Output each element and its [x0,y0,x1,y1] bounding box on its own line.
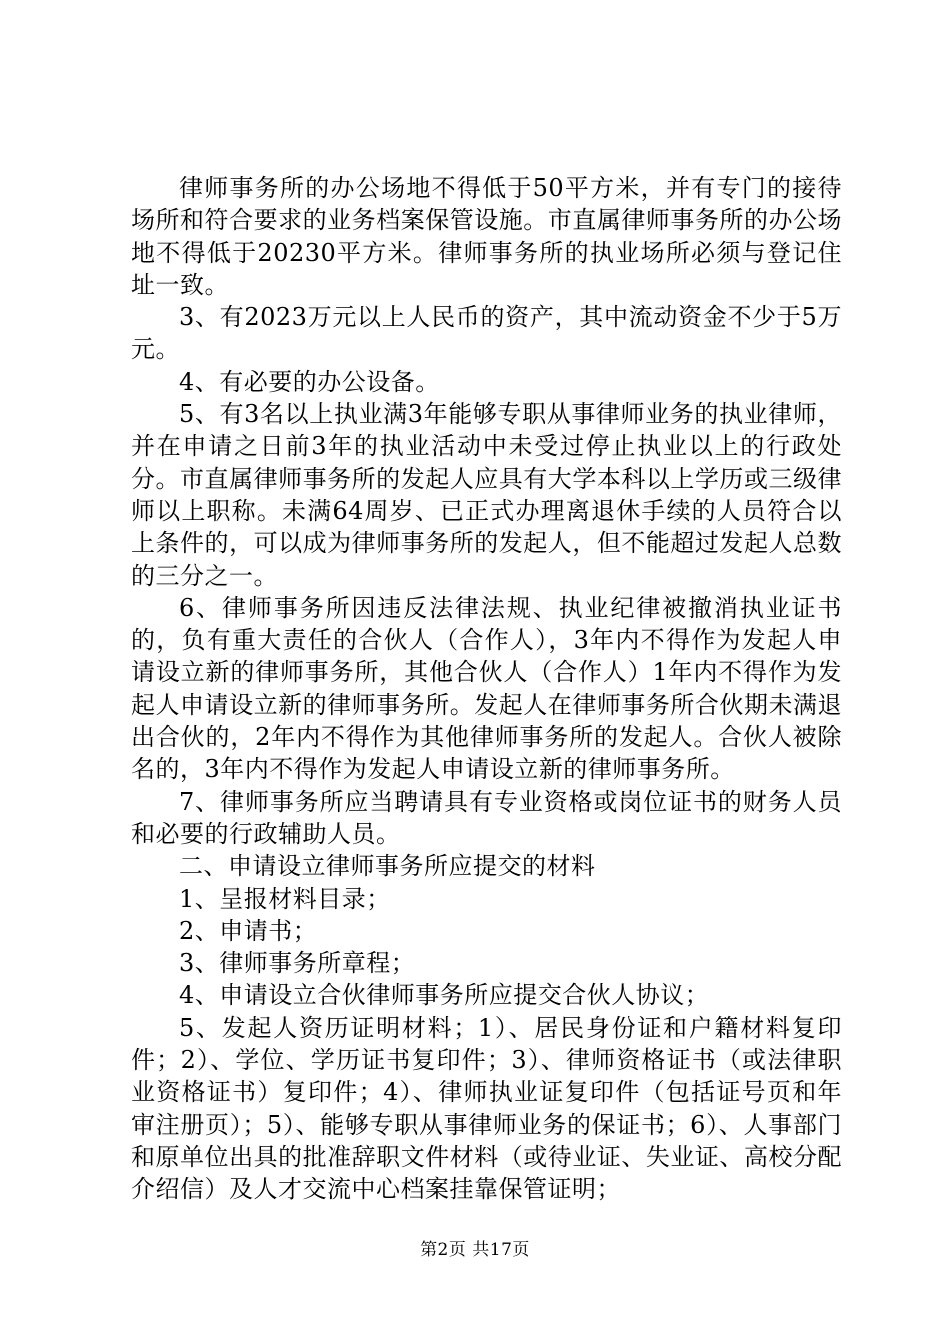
list-item-catalog: 1、呈报材料目录； [179,884,391,913]
document-body [131,172,842,1206]
paragraph-founders: 5、有3名以上执业满3年能够专职从事律师业务的执业律师，并在申请之日前3年的执业活动中未受过停止执业以上的行政处分。市直属律师事务所的发起人应具有大学本科以上学历或三级律师以上职称。未满64周岁、已正式办理离退休手续的人员符合以上条件的，可以成为律师事务所的发起人，但不能超过发起人总数的三分之一。 [131,400,842,590]
list-item-application: 2、申请书； [179,916,318,945]
list-item-qualification-materials: 5、发起人资历证明材料；1）、居民身份证和户籍材料复印件；2）、学位、学历证书复印件；3）、律师资格证书（或法律职业资格证书）复印件；4）、律师执业证复印件（包括证号页和年审注册页）；5）、能够专职从事律师业务的保证书；6）、人事部门和原单位出具的批准辞职文件材料（或待业证、失业证、高校分配介绍信）及人才交流中心档案挂靠保管证明； [131,1013,842,1204]
paragraph-staff: 7、律师事务所应当聘请具有专业资格或岗位证书的财务人员和必要的行政辅助人员。 [131,787,842,848]
paragraph-assets: 3、有2023万元以上人民币的资产，其中流动资金不少于5万元。 [131,303,842,364]
page-number-footer: 第2页 共17页 [420,1240,530,1260]
paragraph-office-equipment: 4、有必要的办公设备。 [179,367,440,396]
paragraph-revocation: 6、律师事务所因违反法律法规、执业纪律被撤消执业证书的，负有重大责任的合伙人（合作人），3年内不得作为发起人申请设立新的律师事务所，其他合伙人（合作人）1年内不得作为发起人申请设立新的律师事务所。发起人在律师事务所合伙期未满退出合伙的，2年内不得作为其他律师事务所的发起人。合伙人被除名的，3年内不得作为发起人申请设立新的律师事务所。 [131,593,842,784]
list-item-partnership-agreement: 4、申请设立合伙律师事务所应提交合伙人协议； [179,981,710,1010]
section-heading-materials: 二、申请设立律师事务所应提交的材料 [179,852,596,881]
list-item-charter: 3、律师事务所章程； [179,949,416,978]
paragraph-office-space: 律师事务所的办公场地不得低于50平方米，并有专门的接待场所和符合要求的业务档案保管设施。市直属律师事务所的办公场地不得低于20230平方米。律师事务所的执业场所必须与登记住址一致。 [131,174,842,299]
